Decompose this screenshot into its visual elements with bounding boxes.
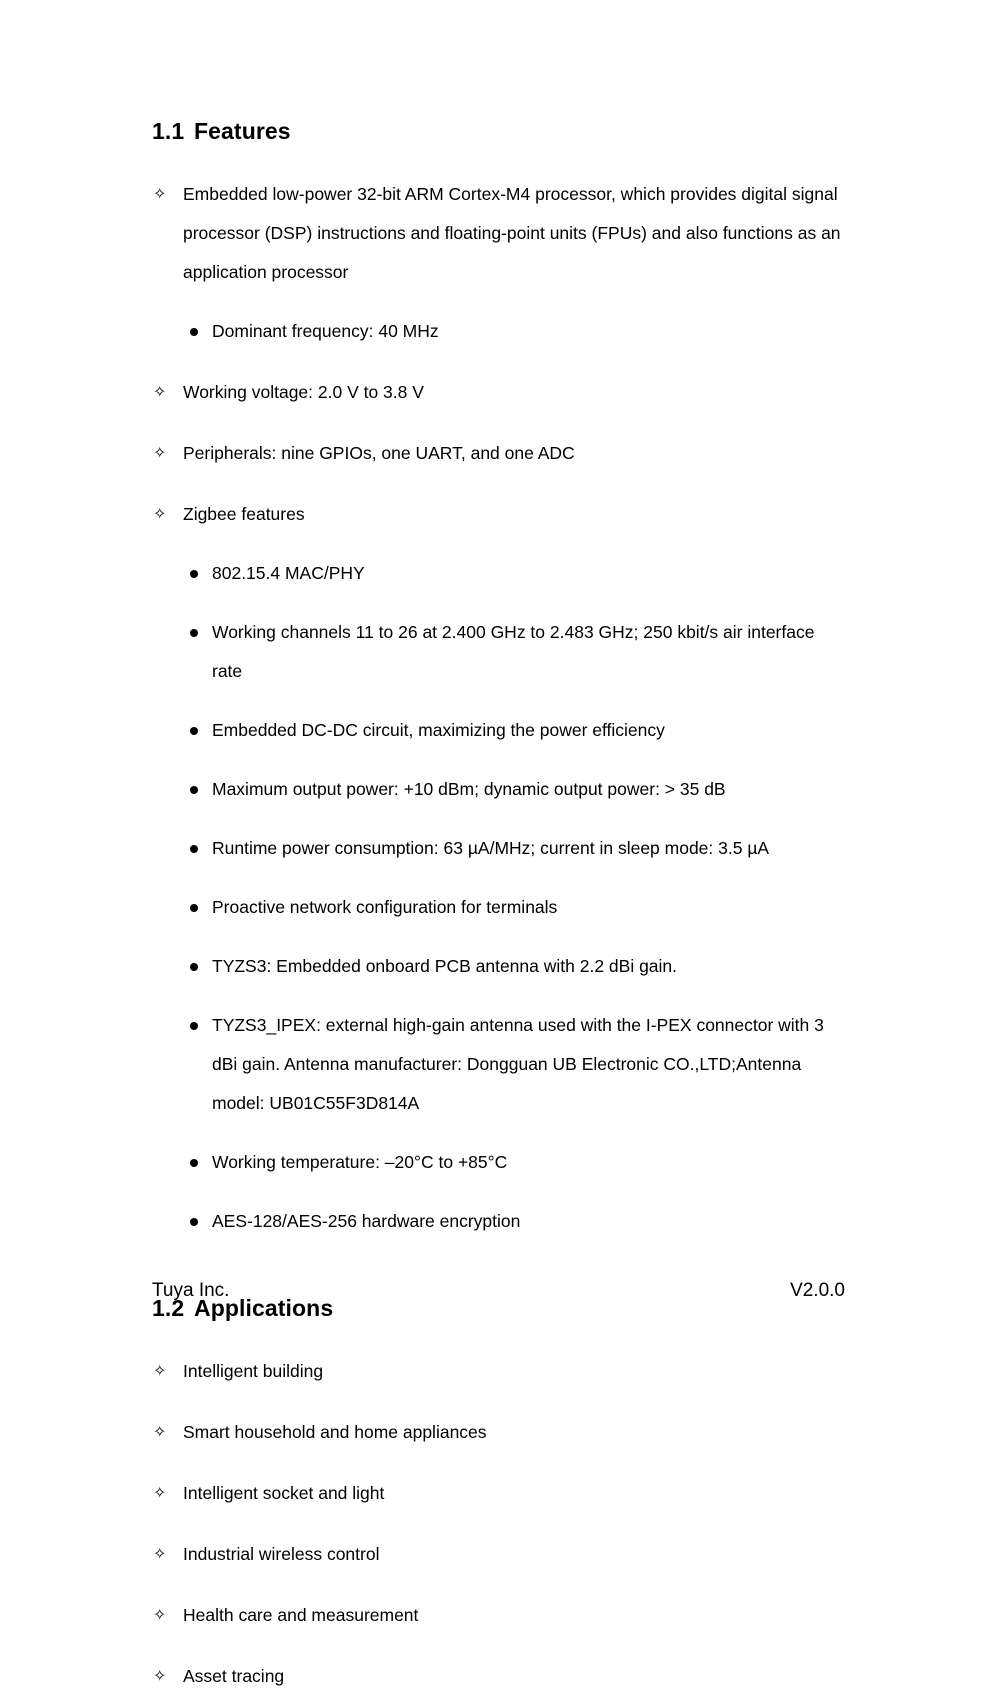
list-item [152,1413,852,1452]
section-heading-features [152,118,852,145]
star-outline-icon: ✧ [153,1668,167,1685]
list-item-label: Embedded DC-DC circuit, maximizing the power efficiency [212,720,665,740]
list-item [152,1143,852,1182]
list-item [152,495,852,534]
list-item [152,1657,852,1696]
list-item-label: Intelligent building [183,1361,324,1381]
list-item [152,1535,852,1574]
list-item [152,1596,852,1635]
list-item [152,770,852,809]
list-item [152,1474,852,1513]
list-item-label: Industrial wireless control [183,1544,380,1564]
features-bullet-list [152,175,852,1241]
list-item [152,434,852,473]
list-item [152,613,852,691]
star-outline-icon: ✧ [153,1607,167,1624]
list-item [152,711,852,750]
list-item-label: Zigbee features [183,504,305,524]
list-item [152,829,852,868]
list-item [152,312,852,351]
star-outline-icon: ✧ [153,506,167,523]
list-item-label: Working voltage: 2.0 V to 3.8 V [183,382,424,402]
list-item-label: Embedded low-power 32-bit ARM Cortex-M4 processor, which provides digital signal processor (DSP) instructions and floating-point units (FPUs) and also functions as an application processor [183,184,841,282]
list-item-label: Smart household and home appliances [183,1422,487,1442]
section-number: 1.2 [152,1295,185,1321]
section-number: 1.1 [152,118,185,144]
list-item [152,947,852,986]
star-outline-icon: ✧ [153,384,167,401]
list-item-label: Proactive network configuration for terminals [212,897,558,917]
list-item-label: Asset tracing [183,1666,285,1686]
section-title: Features [194,118,291,144]
list-item-label: Working channels 11 to 26 at 2.400 GHz to 2.483 GHz; 250 kbit/s air interface rate [212,622,815,681]
section-title: Applications [194,1295,334,1321]
list-item-label: Health care and measurement [183,1605,419,1625]
list-item [152,554,852,593]
star-outline-icon: ✧ [153,1363,167,1380]
star-outline-icon: ✧ [153,445,167,462]
applications-bullet-list [152,1352,852,1696]
star-outline-icon: ✧ [153,1546,167,1563]
star-outline-icon: ✧ [153,186,167,203]
star-outline-icon: ✧ [153,1424,167,1441]
list-item [152,373,852,412]
list-item [152,1202,852,1241]
footer-company: Tuya Inc. [152,1280,230,1301]
list-item [152,888,852,927]
list-item-label: Peripherals: nine GPIOs, one UART, and one ADC [183,443,575,463]
page-content [152,118,852,1696]
list-item-label: Intelligent socket and light [183,1483,385,1503]
list-item-label: Runtime power consumption: 63 µA/MHz; current in sleep mode: 3.5 µA [212,838,770,858]
list-item-label: 802.15.4 MAC/PHY [212,563,365,583]
page-footer [152,1280,845,1302]
footer-version: V2.0.0 [790,1280,845,1301]
list-item [152,175,852,292]
star-outline-icon: ✧ [153,1485,167,1502]
list-item-label: Working temperature: –20°C to +85°C [212,1152,508,1172]
list-item-label: TYZS3: Embedded onboard PCB antenna with 2.2 dBi gain. [212,956,678,976]
list-item-label: TYZS3_IPEX: external high-gain antenna used with the I-PEX connector with 3 dBi gain. Antenna manufacturer: Dongguan UB Electronic CO.,LTD;Antenna model: UB01C55F3D814A [212,1015,824,1113]
list-item-label: Maximum output power: +10 dBm; dynamic output power: > 35 dB [212,779,726,799]
list-item-label: AES-128/AES-256 hardware encryption [212,1211,521,1231]
list-item-label: Dominant frequency: 40 MHz [212,321,439,341]
list-item [152,1352,852,1391]
list-item [152,1006,852,1123]
